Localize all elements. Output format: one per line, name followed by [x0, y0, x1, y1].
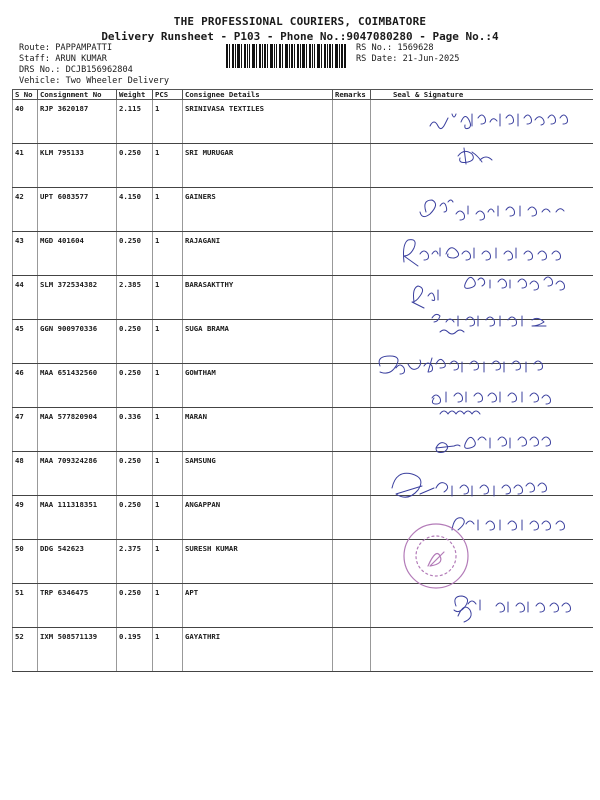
rs-number: RS No.: 1569628	[356, 43, 434, 53]
table-row	[13, 232, 593, 276]
col-weight-header: Weight	[117, 90, 153, 100]
table-row	[13, 144, 593, 188]
row-consignment: GGN 900970336	[38, 320, 117, 364]
table-row	[13, 100, 593, 144]
row-consignee: SUGA BRAMA	[183, 320, 333, 364]
row-pcs: 1	[153, 496, 183, 540]
row-weight: 0.250	[117, 320, 153, 364]
row-consignment: MGD 401604	[38, 232, 117, 276]
drs-number: DRS No.: DCJB156962804	[19, 65, 133, 75]
row-consignment: RJP 3620187	[38, 100, 117, 144]
table-row	[13, 452, 593, 496]
row-consignment: MAA 111318351	[38, 496, 117, 540]
table-row	[13, 188, 593, 232]
row-pcs: 1	[153, 276, 183, 320]
row-signature	[371, 100, 593, 144]
row-weight: 2.375	[117, 540, 153, 584]
row-signature	[371, 232, 593, 276]
row-weight: 0.250	[117, 364, 153, 408]
row-remarks	[333, 584, 371, 628]
row-remarks	[333, 100, 371, 144]
row-weight: 0.195	[117, 628, 153, 672]
row-sno: 41	[13, 144, 38, 188]
row-remarks	[333, 628, 371, 672]
row-signature	[371, 540, 593, 584]
row-consignment: MAA 709324286	[38, 452, 117, 496]
row-consignee: SAMSUNG	[183, 452, 333, 496]
row-weight: 0.250	[117, 452, 153, 496]
table-row	[13, 496, 593, 540]
table-row	[13, 584, 593, 628]
row-weight: 2.385	[117, 276, 153, 320]
row-remarks	[333, 452, 371, 496]
vehicle-label: Vehicle: Two Wheeler Delivery	[19, 76, 170, 86]
col-sno-header: S No	[13, 90, 38, 100]
row-signature	[371, 276, 593, 320]
row-signature	[371, 408, 593, 452]
row-consignment: KLM 795133	[38, 144, 117, 188]
row-remarks	[333, 540, 371, 584]
row-sno: 51	[13, 584, 38, 628]
runsheet-subtitle: Delivery Runsheet - P103 - Phone No.:9047080280 - Page No.:4	[101, 30, 499, 43]
row-sno: 46	[13, 364, 38, 408]
row-pcs: 1	[153, 188, 183, 232]
row-sno: 50	[13, 540, 38, 584]
table-row	[13, 320, 593, 364]
row-signature	[371, 364, 593, 408]
row-weight: 0.336	[117, 408, 153, 452]
barcode-icon	[226, 44, 346, 68]
col-signature-header: Seal & Signature	[371, 90, 593, 100]
row-pcs: 1	[153, 320, 183, 364]
rs-date: RS Date: 21-Jun-2025	[356, 54, 460, 64]
row-weight: 2.115	[117, 100, 153, 144]
company-title: THE PROFESSIONAL COURIERS, COIMBATORE	[173, 15, 427, 28]
row-pcs: 1	[153, 100, 183, 144]
row-sno: 48	[13, 452, 38, 496]
row-consignment: UPT 6083577	[38, 188, 117, 232]
row-pcs: 1	[153, 144, 183, 188]
row-sno: 42	[13, 188, 38, 232]
row-consignee: SRINIVASA TEXTILES	[183, 100, 333, 144]
row-consignment: MAA 577820904	[38, 408, 117, 452]
row-remarks	[333, 232, 371, 276]
row-consignment: TRP 6346475	[38, 584, 117, 628]
table-row	[13, 364, 593, 408]
row-pcs: 1	[153, 584, 183, 628]
row-remarks	[333, 276, 371, 320]
row-consignee: SRI MURUGAR	[183, 144, 333, 188]
row-sno: 43	[13, 232, 38, 276]
row-remarks	[333, 496, 371, 540]
col-consignment-header: Consignment No	[38, 90, 117, 100]
row-sno: 40	[13, 100, 38, 144]
row-consignee: APT	[183, 584, 333, 628]
table-header-row	[13, 90, 593, 100]
row-weight: 0.250	[117, 232, 153, 276]
row-sno: 52	[13, 628, 38, 672]
row-pcs: 1	[153, 408, 183, 452]
row-sno: 49	[13, 496, 38, 540]
col-pcs-header: PCS	[153, 90, 183, 100]
row-sno: 45	[13, 320, 38, 364]
runsheet-table	[12, 89, 593, 672]
table-row	[13, 540, 593, 584]
row-consignee: ANGAPPAN	[183, 496, 333, 540]
row-signature	[371, 188, 593, 232]
row-weight: 0.250	[117, 496, 153, 540]
row-pcs: 1	[153, 364, 183, 408]
route-label: Route: PAPPAMPATTI	[19, 43, 113, 53]
staff-label: Staff: ARUN KUMAR	[19, 54, 107, 64]
row-sno: 47	[13, 408, 38, 452]
col-remarks-header: Remarks	[333, 90, 371, 100]
row-consignment: IXM 508571139	[38, 628, 117, 672]
row-pcs: 1	[153, 452, 183, 496]
row-pcs: 1	[153, 232, 183, 276]
row-signature	[371, 144, 593, 188]
row-consignee: GOWTHAM	[183, 364, 333, 408]
row-remarks	[333, 408, 371, 452]
row-consignee: RAJAGANI	[183, 232, 333, 276]
row-signature	[371, 496, 593, 540]
row-signature	[371, 584, 593, 628]
row-consignment: SLM 372534382	[38, 276, 117, 320]
row-consignee: MARAN	[183, 408, 333, 452]
row-remarks	[333, 364, 371, 408]
table-row	[13, 276, 593, 320]
row-remarks	[333, 320, 371, 364]
row-pcs: 1	[153, 540, 183, 584]
row-sno: 44	[13, 276, 38, 320]
row-signature	[371, 320, 593, 364]
row-consignment: DDG 542623	[38, 540, 117, 584]
row-weight: 0.250	[117, 584, 153, 628]
row-signature	[371, 452, 593, 496]
row-consignee: SURESH KUMAR	[183, 540, 333, 584]
row-consignee: GAYATHRI	[183, 628, 333, 672]
col-consignee-header: Consignee Details	[183, 90, 333, 100]
table-row	[13, 408, 593, 452]
row-signature	[371, 628, 593, 672]
row-remarks	[333, 188, 371, 232]
row-weight: 0.250	[117, 144, 153, 188]
row-remarks	[333, 144, 371, 188]
row-pcs: 1	[153, 628, 183, 672]
row-consignee: GAINERS	[183, 188, 333, 232]
row-consignee: BARASAKTTHY	[183, 276, 333, 320]
row-weight: 4.150	[117, 188, 153, 232]
row-consignment: MAA 651432560	[38, 364, 117, 408]
table-row	[13, 628, 593, 672]
